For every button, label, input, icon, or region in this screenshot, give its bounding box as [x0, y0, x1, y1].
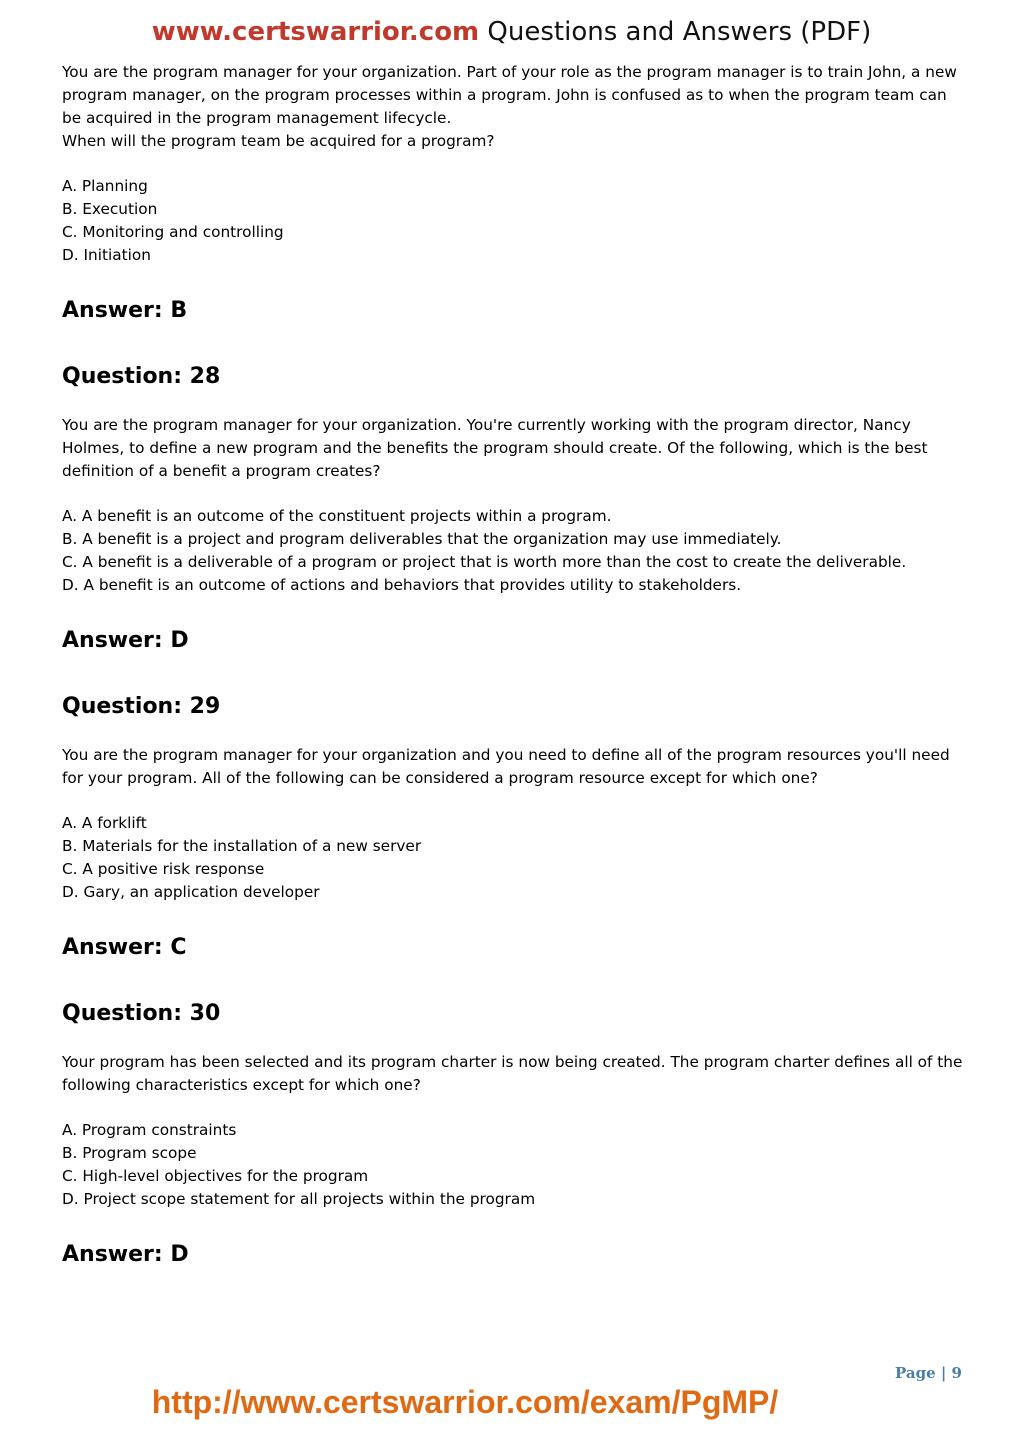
question-line: be acquired in the program management lifecycle. [62, 109, 452, 127]
answer-options [62, 505, 967, 597]
answer-label: Answer: C [62, 935, 187, 960]
question-title: Question: 29 [62, 694, 221, 719]
question-line: You are the program manager for your organization. You're currently working with the program director, Nancy [62, 416, 911, 434]
footer-link[interactable]: http://www.certswarrior.com/exam/PgMP/ [151, 1384, 779, 1420]
question-line: Your program has been selected and its program charter is now being created. The program charter defines all of the [62, 1053, 963, 1071]
answer-label: Answer: B [62, 298, 188, 323]
site-name: www.certswarrior.com [151, 17, 480, 47]
option-a: A. Planning [62, 177, 148, 195]
option-b: B. Program scope [62, 1144, 197, 1162]
question-text [62, 61, 967, 153]
option-b: B. Materials for the installation of a new server [62, 837, 422, 855]
option-b: B. Execution [62, 200, 158, 218]
question-text [62, 414, 967, 483]
question-title: Question: 30 [62, 1001, 221, 1026]
option-a: A. A benefit is an outcome of the constituent projects within a program. [62, 507, 612, 525]
option-d: D. Initiation [62, 246, 151, 264]
answer-options [62, 1119, 967, 1211]
question-line: for your program. All of the following can be considered a program resource except for which one? [62, 769, 818, 787]
question-line: You are the program manager for your organization. Part of your role as the program manager is to train John, a new [62, 63, 957, 81]
answer-options [62, 175, 967, 267]
question-text [62, 744, 967, 790]
option-c: C. A benefit is a deliverable of a program or project that is worth more than the cost to create the deliverable. [62, 553, 907, 571]
option-a: A. Program constraints [62, 1121, 237, 1139]
page-number: Page | 9 [895, 1364, 962, 1382]
option-b: B. A benefit is a project and program deliverables that the organization may use immediately. [62, 530, 782, 548]
option-d: D. A benefit is an outcome of actions and behaviors that provides utility to stakeholders. [62, 576, 742, 594]
question-block [62, 692, 967, 963]
question-block [62, 999, 967, 1270]
option-c: C. High-level objectives for the program [62, 1167, 369, 1185]
question-line: program manager, on the program processes within a program. John is confused as to when the program team can [62, 86, 947, 104]
header-title: Questions and Answers (PDF) [487, 17, 872, 47]
question-text [62, 1051, 967, 1097]
answer-label: Answer: D [62, 628, 189, 653]
question-block [62, 61, 967, 326]
question-title: Question: 28 [62, 364, 221, 389]
answer-label: Answer: D [62, 1242, 189, 1267]
question-line: definition of a benefit a program creates? [62, 462, 381, 480]
option-c: C. Monitoring and controlling [62, 223, 284, 241]
option-c: C. A positive risk response [62, 860, 265, 878]
question-line: Holmes, to define a new program and the benefits the program should create. Of the following, which is the best [62, 439, 928, 457]
page-header [0, 14, 1023, 50]
document-body [62, 61, 967, 1306]
question-line: following characteristics except for which one? [62, 1076, 421, 1094]
answer-options [62, 812, 967, 904]
question-line: You are the program manager for your organization and you need to define all of the program resources you'll need [62, 746, 950, 764]
question-line: When will the program team be acquired for a program? [62, 132, 495, 150]
option-d: D. Gary, an application developer [62, 883, 320, 901]
question-block [62, 362, 967, 656]
option-a: A. A forklift [62, 814, 147, 832]
option-d: D. Project scope statement for all projects within the program [62, 1190, 536, 1208]
